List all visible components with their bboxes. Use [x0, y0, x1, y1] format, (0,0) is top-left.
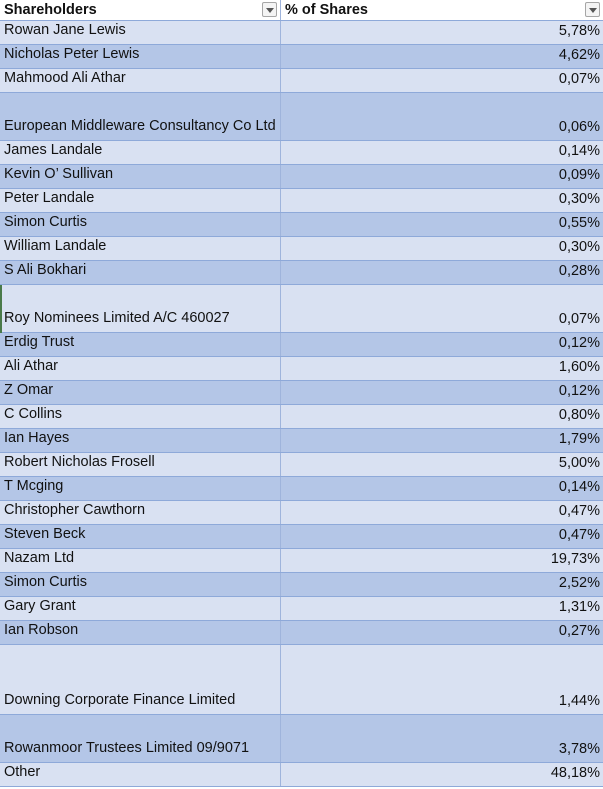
shareholder-cell[interactable] — [0, 189, 281, 212]
table-row — [0, 45, 603, 69]
percent-cell[interactable] — [281, 285, 603, 332]
percent-cell[interactable] — [281, 21, 603, 44]
shareholder-name: C Collins — [4, 406, 63, 422]
shareholder-cell[interactable] — [0, 573, 281, 596]
shareholder-name: Simon Curtis — [4, 214, 87, 230]
share-percent: 0,47% — [558, 503, 600, 519]
percent-cell[interactable] — [281, 45, 603, 68]
percent-cell[interactable] — [281, 477, 603, 500]
header-cell-shareholders[interactable] — [0, 0, 281, 20]
share-percent: 5,00% — [558, 455, 600, 471]
table-row — [0, 285, 603, 333]
shareholder-name: Kevin O’ Sullivan — [4, 166, 114, 182]
percent-cell[interactable] — [281, 549, 603, 572]
share-percent: 0,07% — [558, 71, 600, 87]
share-percent: 0,07% — [558, 311, 600, 327]
share-percent: 0,30% — [558, 239, 600, 255]
share-percent: 0,09% — [558, 167, 600, 183]
table-row — [0, 93, 603, 141]
table-row — [0, 69, 603, 93]
table-row — [0, 189, 603, 213]
table-row — [0, 261, 603, 285]
table-row — [0, 621, 603, 645]
shareholder-cell[interactable] — [0, 21, 281, 44]
table-row — [0, 763, 603, 787]
header-cell-percent[interactable] — [281, 0, 603, 20]
shareholder-cell[interactable] — [0, 69, 281, 92]
shareholder-name: Ali Athar — [4, 358, 58, 374]
shareholder-name: Rowanmoor Trustees Limited 09/9071 — [4, 740, 250, 756]
percent-cell[interactable] — [281, 453, 603, 476]
share-percent: 0,30% — [558, 191, 600, 207]
share-percent: 0,55% — [558, 215, 600, 231]
shareholder-name: Peter Landale — [4, 190, 95, 206]
percent-cell[interactable] — [281, 165, 603, 188]
shareholder-cell[interactable] — [0, 405, 281, 428]
shareholder-cell[interactable] — [0, 357, 281, 380]
share-percent: 0,47% — [558, 527, 600, 543]
percent-cell[interactable] — [281, 381, 603, 404]
shareholder-cell[interactable] — [0, 165, 281, 188]
share-percent: 0,12% — [558, 335, 600, 351]
table-row — [0, 333, 603, 357]
percent-cell[interactable] — [281, 763, 603, 786]
share-percent: 0,28% — [558, 263, 600, 279]
percent-cell[interactable] — [281, 333, 603, 356]
shareholder-name: Christopher Cawthorn — [4, 502, 146, 518]
shareholder-name: Simon Curtis — [4, 574, 87, 590]
table-row — [0, 715, 603, 763]
table-row — [0, 141, 603, 165]
table-row — [0, 429, 603, 453]
table-row — [0, 597, 603, 621]
table-row — [0, 573, 603, 597]
shareholder-cell[interactable] — [0, 715, 281, 762]
header-row — [0, 0, 603, 21]
share-percent: 0,80% — [558, 407, 600, 423]
table-row — [0, 501, 603, 525]
shareholder-name: Ian Robson — [4, 622, 79, 638]
filter-dropdown-icon[interactable] — [262, 2, 277, 17]
shareholder-cell[interactable] — [0, 763, 281, 786]
table-row — [0, 381, 603, 405]
shareholder-cell[interactable] — [0, 213, 281, 236]
shareholder-name: S Ali Bokhari — [4, 262, 87, 278]
share-percent: 48,18% — [550, 765, 600, 781]
percent-cell[interactable] — [281, 501, 603, 524]
shareholder-name: Downing Corporate Finance Limited — [4, 692, 236, 708]
table-row — [0, 453, 603, 477]
cell-selection-edge — [0, 285, 2, 333]
shareholder-cell[interactable] — [0, 285, 281, 332]
shareholder-cell[interactable] — [0, 381, 281, 404]
table-row — [0, 237, 603, 261]
shareholder-name: William Landale — [4, 238, 107, 254]
share-percent: 4,62% — [558, 47, 600, 63]
shareholder-name: T Mcging — [4, 478, 64, 494]
percent-cell[interactable] — [281, 645, 603, 714]
percent-cell[interactable] — [281, 213, 603, 236]
shareholder-cell[interactable] — [0, 453, 281, 476]
percent-cell[interactable] — [281, 573, 603, 596]
table-row — [0, 357, 603, 381]
shareholder-name: Steven Beck — [4, 526, 86, 542]
shareholder-name: Nicholas Peter Lewis — [4, 46, 140, 62]
percent-cell[interactable] — [281, 525, 603, 548]
shareholder-cell[interactable] — [0, 93, 281, 140]
shareholder-cell[interactable] — [0, 549, 281, 572]
shareholder-name: European Middleware Consultancy Co Ltd — [4, 118, 276, 134]
percent-cell[interactable] — [281, 405, 603, 428]
percent-cell[interactable] — [281, 357, 603, 380]
share-percent: 1,60% — [558, 359, 600, 375]
shareholder-cell[interactable] — [0, 597, 281, 620]
shareholder-name: Gary Grant — [4, 598, 76, 614]
shareholder-cell[interactable] — [0, 501, 281, 524]
shareholder-cell[interactable] — [0, 45, 281, 68]
table-row — [0, 405, 603, 429]
share-percent: 1,44% — [558, 693, 600, 709]
table-row — [0, 165, 603, 189]
shareholder-cell[interactable] — [0, 621, 281, 644]
table-row — [0, 21, 603, 45]
shareholder-name: Rowan Jane Lewis — [4, 22, 126, 38]
table-row — [0, 645, 603, 715]
share-percent: 1,31% — [558, 599, 600, 615]
filter-dropdown-icon[interactable] — [585, 2, 600, 17]
shareholder-name: Nazam Ltd — [4, 550, 75, 566]
shareholder-cell[interactable] — [0, 333, 281, 356]
shareholder-name: James Landale — [4, 142, 103, 158]
shareholder-cell[interactable] — [0, 645, 281, 714]
table-row — [0, 477, 603, 501]
percent-cell[interactable] — [281, 141, 603, 164]
shareholder-name: Other — [4, 764, 41, 780]
shareholder-name: Roy Nominees Limited A/C 460027 — [4, 310, 230, 326]
shareholder-name: Erdig Trust — [4, 334, 75, 350]
table-row — [0, 549, 603, 573]
shareholder-name: Mahmood Ali Athar — [4, 70, 126, 86]
shareholder-name: Ian Hayes — [4, 430, 70, 446]
header-percent: % of Shares — [285, 2, 368, 18]
table-row — [0, 213, 603, 237]
share-percent: 0,06% — [558, 119, 600, 135]
percent-cell[interactable] — [281, 597, 603, 620]
percent-cell[interactable] — [281, 429, 603, 452]
shareholder-cell[interactable] — [0, 141, 281, 164]
percent-cell[interactable] — [281, 189, 603, 212]
percent-cell[interactable] — [281, 93, 603, 140]
shareholder-cell[interactable] — [0, 477, 281, 500]
percent-cell[interactable] — [281, 715, 603, 762]
shareholder-name: Robert Nicholas Frosell — [4, 454, 155, 470]
percent-cell[interactable] — [281, 69, 603, 92]
shareholder-cell[interactable] — [0, 525, 281, 548]
header-shareholders: Shareholders — [4, 2, 97, 18]
share-percent: 0,14% — [558, 143, 600, 159]
share-percent: 2,52% — [558, 575, 600, 591]
shareholder-cell[interactable] — [0, 237, 281, 260]
share-percent: 19,73% — [550, 551, 600, 567]
share-percent: 0,14% — [558, 479, 600, 495]
percent-cell[interactable] — [281, 261, 603, 284]
share-percent: 5,78% — [558, 23, 600, 39]
share-percent: 0,27% — [558, 623, 600, 639]
shareholder-cell[interactable] — [0, 429, 281, 452]
percent-cell[interactable] — [281, 621, 603, 644]
share-percent: 3,78% — [558, 741, 600, 757]
table-row — [0, 525, 603, 549]
share-percent: 1,79% — [558, 431, 600, 447]
shareholder-name: Z Omar — [4, 382, 54, 398]
shareholder-cell[interactable] — [0, 261, 281, 284]
percent-cell[interactable] — [281, 237, 603, 260]
share-percent: 0,12% — [558, 383, 600, 399]
